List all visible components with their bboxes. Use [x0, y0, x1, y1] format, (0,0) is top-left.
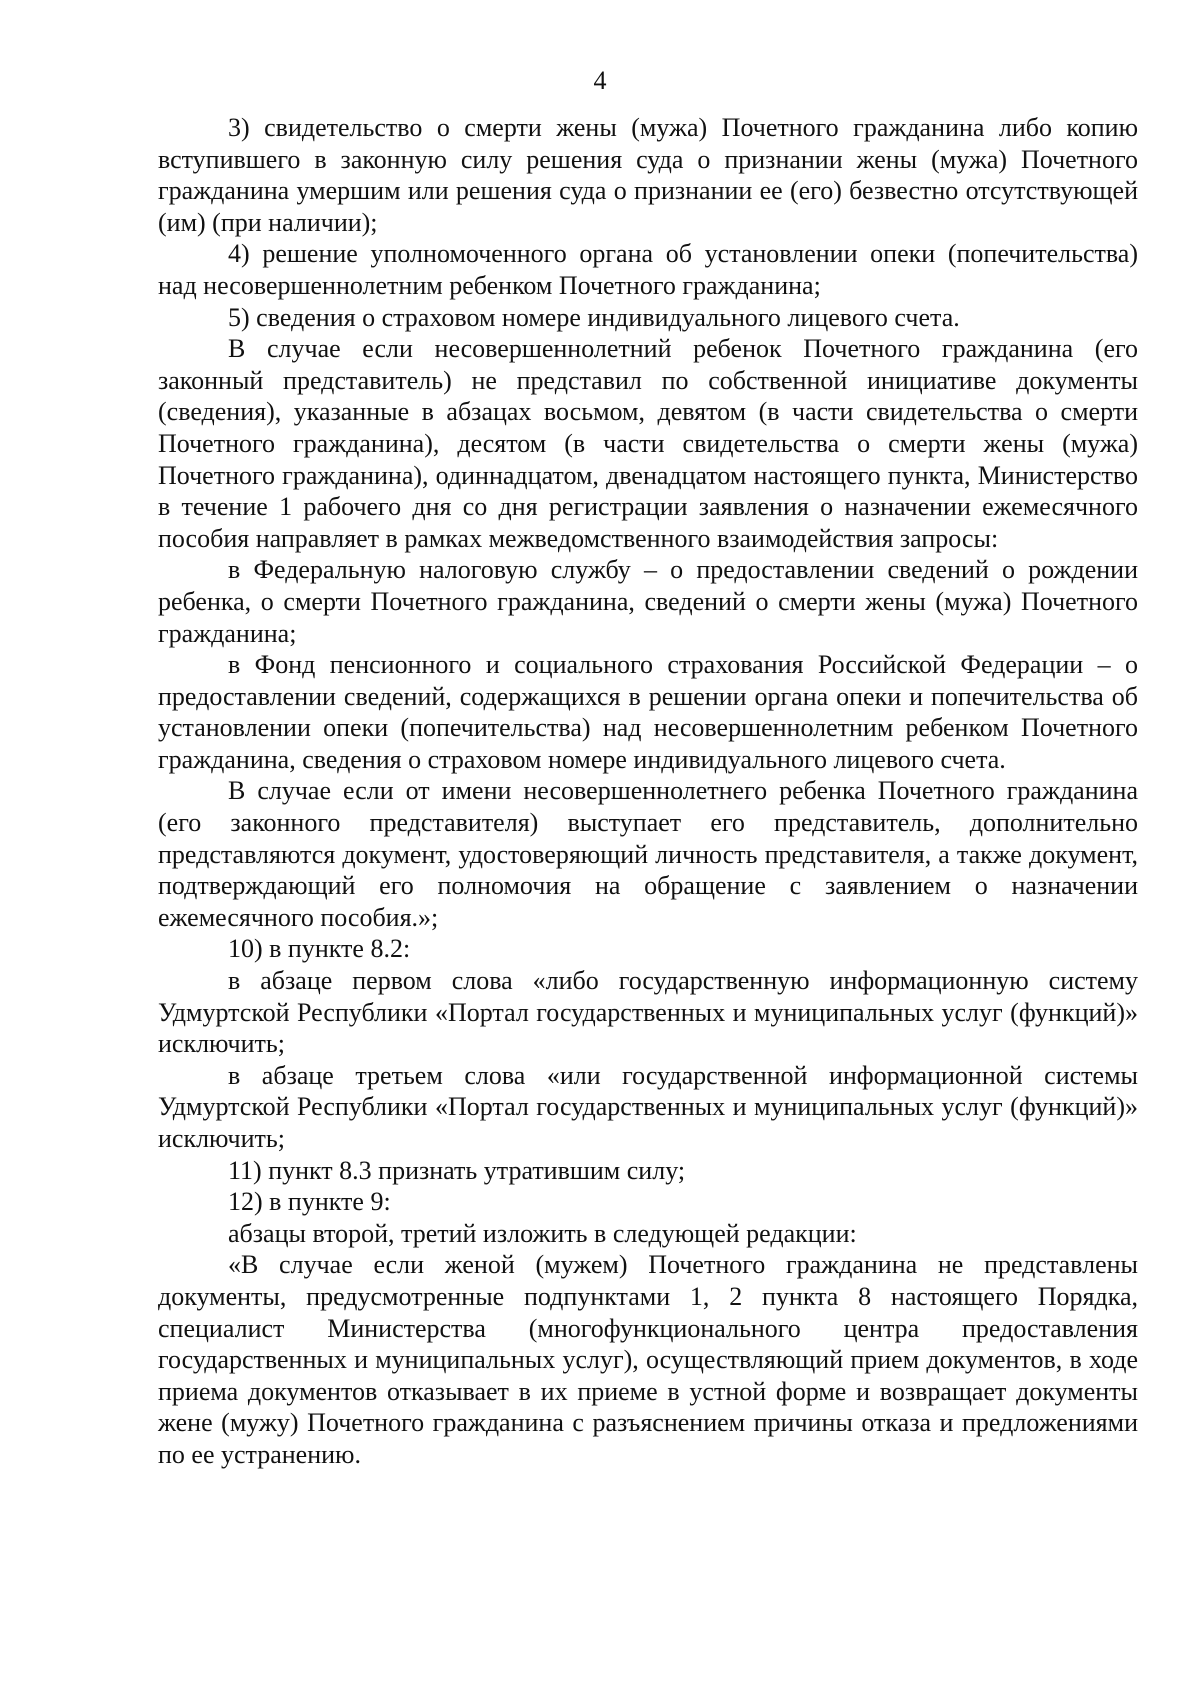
- paragraph-new-wording: абзацы второй, третий изложить в следующей редакции:: [228, 1218, 857, 1248]
- paragraph-interagency-requests: В случае если несовершеннолетний ребенок Почетного гражданина (его законный представитель) не представил по собственной инициативе документы (сведения), указанные в абзацах восьмом, девятом (в части свидетельства о смерти Почетного гражданина), десятом (в части свидетельства о смерти жены (мужа) Почетного гражданина), одиннадцатом, двенадцатом настоящего пункта, Министерство в течение 1 рабочего дня со дня регистрации заявления о назначении ежемесячного пособия направляет в рамках межведомственного взаимодействия запросы:: [158, 334, 1138, 553]
- paragraph-abzac-first: в абзаце первом слова «либо государственную информационную систему Удмуртской Республики «Портал государственных и муниципальных услуг (функций)» исключить;: [158, 966, 1138, 1059]
- paragraph-representative: В случае если от имени несовершеннолетнего ребенка Почетного гражданина (его законного представителя) выступает его представитель, дополнительно представляются документ, удостоверяющий личность представителя, а также документ, подтверждающий его полномочия на обращение с заявлением о назначении ежемесячного пособия.»;: [158, 776, 1138, 932]
- paragraph-refusal: «В случае если женой (мужем) Почетного гражданина не представлены документы, предусмотренные подпунктами 1, 2 пункта 8 настоящего Порядка, специалист Министерства (многофункционального центра предоставления государственных и муниципальных услуг), осуществляющий прием документов, в ходе приема документов отказывает в их приеме в устной форме и возвращает документы жене (мужу) Почетного гражданина с разъяснением причины отказа и предложениями по ее устранению.: [158, 1250, 1138, 1469]
- paragraph-item-4: 4) решение уполномоченного органа об установлении опеки (попечительства) над несовершеннолетним ребенком Почетного гражданина;: [158, 239, 1138, 300]
- paragraph-item-5: 5) сведения о страховом номере индивидуального лицевого счета.: [228, 302, 960, 332]
- document-body: [158, 112, 1138, 1471]
- paragraph-tax-service: в Федеральную налоговую службу – о предоставлении сведений о рождении ребенка, о смерти Почетного гражданина, сведений о смерти жены (мужа) Почетного гражданина;: [158, 555, 1138, 648]
- paragraph-item-10: 10) в пункте 8.2:: [228, 934, 411, 964]
- paragraph-item-3: 3) свидетельство о смерти жены (мужа) Почетного гражданина либо копию вступившего в законную силу решения суда о признании жены (мужа) Почетного гражданина умершим или решения суда о признании ее (его) безвестно отсутствующей (им) (при наличии);: [158, 113, 1138, 237]
- paragraph-item-11: 11) пункт 8.3 признать утратившим силу;: [228, 1155, 686, 1185]
- paragraph-abzac-third: в абзаце третьем слова «или государственной информационной системы Удмуртской Республики «Портал государственных и муниципальных услуг (функций)» исключить;: [158, 1060, 1138, 1153]
- paragraph-pension-fund: в Фонд пенсионного и социального страхования Российской Федерации – о предоставлении сведений, содержащихся в решении органа опеки и попечительства об установлении опеки (попечительства) над несовершеннолетним ребенком Почетного гражданина, сведения о страховом номере индивидуального лицевого счета.: [158, 650, 1138, 774]
- paragraph-item-12: 12) в пункте 9:: [228, 1187, 391, 1217]
- page-number: 4: [593, 66, 607, 95]
